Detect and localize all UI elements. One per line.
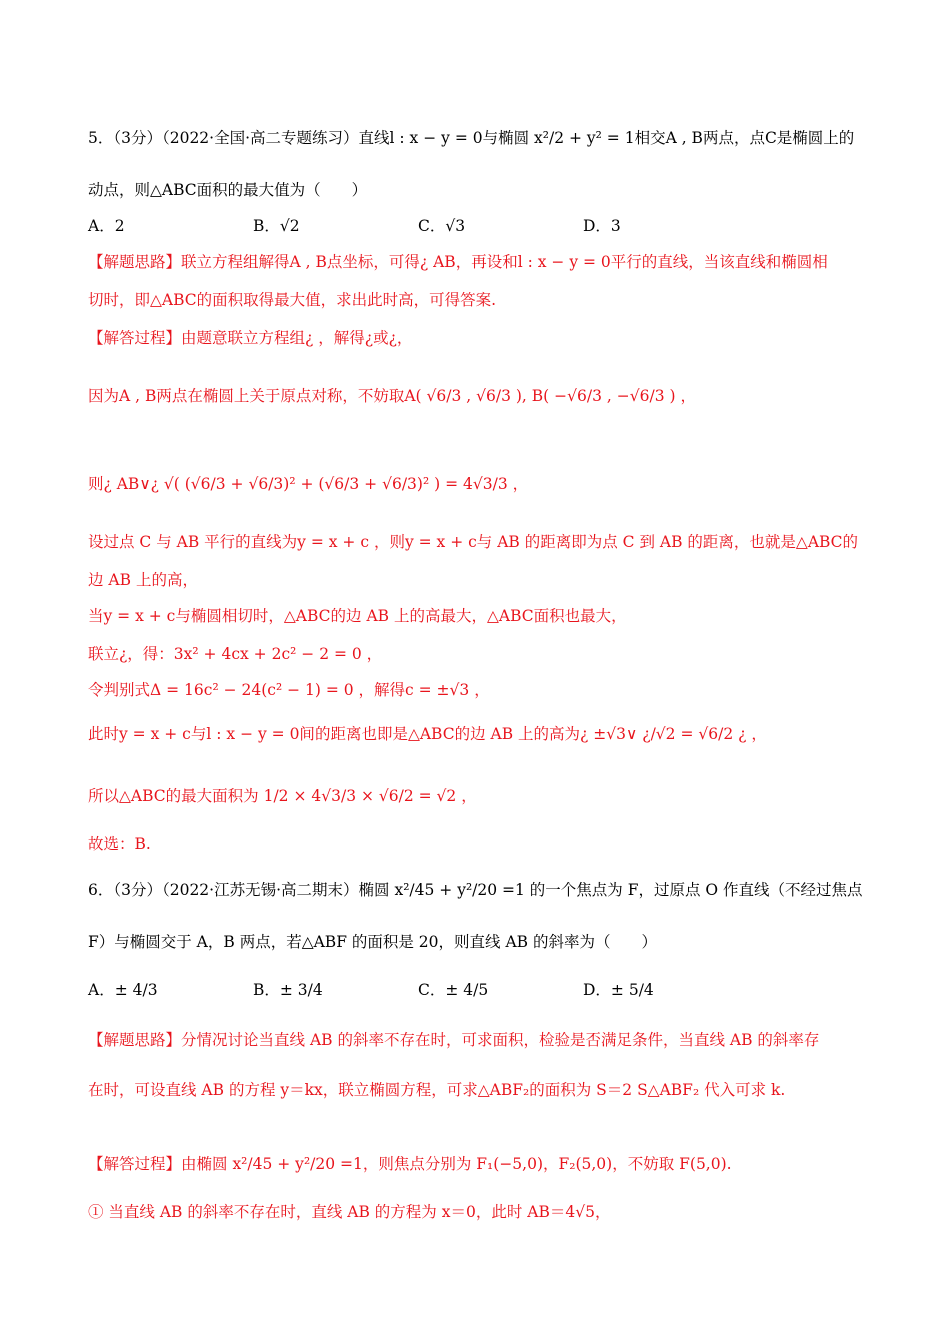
q5-process-line3: 则¿ AB∨¿ √( (√6/3 + √6/3)² + (√6/3 + √6/3)² ) = 4√3/3 ， xyxy=(88,475,529,493)
q5-option-a: A．2 xyxy=(88,217,125,235)
q6-process-line2: ① 当直线 AB 的斜率不存在时，直线 AB 的方程为 x＝0，此时 AB＝4√5， xyxy=(88,1203,611,1221)
q5-option-b: B．√2 xyxy=(253,217,300,235)
q6-option-b: B．± 3/4 xyxy=(253,981,323,999)
q5-idea-line2: 切时，即△ABC的面积取得最大值，求出此时高，可得答案. xyxy=(88,291,497,309)
q6-idea-tag: 【解题思路】 xyxy=(88,1031,182,1049)
q5-option-d: D．3 xyxy=(583,217,621,235)
q6-idea-line1 xyxy=(88,1030,880,1050)
q5-idea-tag: 【解题思路】 xyxy=(88,253,182,271)
q6-idea-line2: 在时，可设直线 AB 的方程 y＝kx，联立椭圆方程，可求△ABF₂的面积为 S＝2 S△ABF₂ 代入可求 k. xyxy=(88,1081,786,1099)
q5-process-line9: 此时y = x + c与l : x − y = 0间的距离也即是△ABC的边 AB 上的高为¿ ±√3∨ ¿/√2 = √6/2 ¿ ， xyxy=(88,725,767,743)
q5-process-tag: 【解答过程】 xyxy=(88,329,182,347)
q6-stem-line2: F）与椭圆交于 A，B 两点，若△ABF 的面积是 20，则直线 AB 的斜率为（ ） xyxy=(88,933,657,951)
q5-process-line1 xyxy=(88,328,880,348)
q6-stem-line1: 6．（3分）（2022·江苏无锡·高二期末）椭圆 x²/45 + y²/20 =1 的一个焦点为 F，过原点 O 作直线（不经过焦点 xyxy=(88,881,863,899)
q5-process-line7: 联立¿，得：3x² + 4cx + 2c² − 2 = 0 ， xyxy=(88,645,383,663)
q6-process-tag: 【解答过程】 xyxy=(88,1155,182,1173)
q5-stem-line2: 动点，则△ABC面积的最大值为（ ） xyxy=(88,181,368,199)
q5-idea-text1: 联立方程组解得A , B点坐标，可得¿ AB，再设和l : x − y = 0平行的直线，当该直线和椭圆相 xyxy=(181,253,828,271)
q5-process-line6: 当y = x + c与椭圆相切时，△ABC的边 AB 上的高最大，△ABC面积也最大， xyxy=(88,607,627,625)
q6-process-line1 xyxy=(88,1154,880,1174)
q5-stem-line1: 5．（3分）（2022·全国·高二专题练习）直线l : x − y = 0与椭圆 x²/2 + y² = 1相交A , B两点，点C是椭圆上的 xyxy=(88,129,855,147)
q6-option-a: A．± 4/3 xyxy=(88,981,158,999)
q5-idea-line1 xyxy=(88,252,880,272)
q5-option-c: C．√3 xyxy=(418,217,466,235)
q6-idea-text1: 分情况讨论当直线 AB 的斜率不存在时，可求面积，检验是否满足条件，当直线 AB 的斜率存 xyxy=(181,1031,820,1049)
q5-process-line2: 因为A , B两点在椭圆上关于原点对称，不妨取A( √6/3 , √6/3 ), B( −√6/3 , −√6/3 ) ， xyxy=(88,387,696,405)
q5-process-line10: 所以△ABC的最大面积为 1/2 × 4√3/3 × √6/2 = √2 ， xyxy=(88,787,477,805)
q6-process-text1: 由椭圆 x²/45 + y²/20 =1，则焦点分别为 F₁(−5,0)，F₂(5,0)，不妨取 F(5,0). xyxy=(181,1155,732,1173)
q6-option-d: D．± 5/4 xyxy=(583,981,654,999)
q6-option-c: C．± 4/5 xyxy=(418,981,489,999)
q5-answer: 故选：B. xyxy=(88,835,151,853)
q5-process-text1: 由题意联立方程组¿ ，解得¿或¿， xyxy=(181,329,413,347)
q5-process-line4: 设过点 C 与 AB 平行的直线为y = x + c ，则y = x + c与 AB 的距离即为点 C 到 AB 的距离，也就是△ABC的 xyxy=(88,533,859,551)
q5-process-line5: 边 AB 上的高， xyxy=(88,571,198,589)
q5-process-line8: 令判别式Δ = 16c² − 24(c² − 1) = 0 ，解得c = ±√3 ， xyxy=(88,681,490,699)
